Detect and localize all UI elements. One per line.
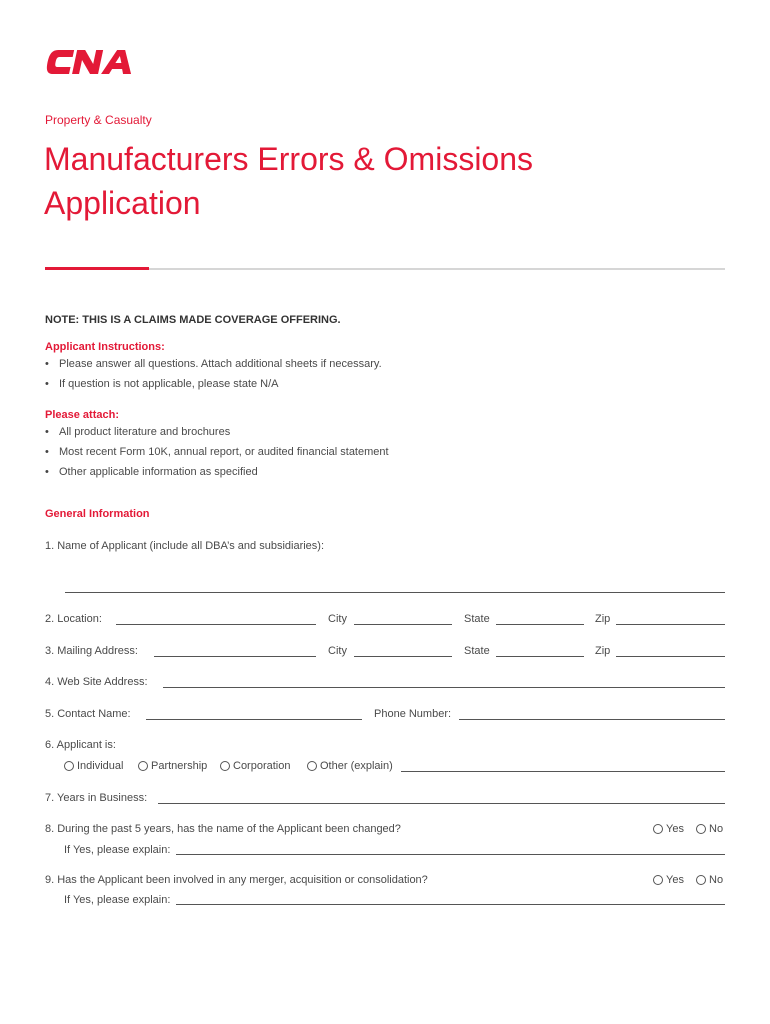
- q8-explain-field[interactable]: [176, 854, 725, 855]
- website-field[interactable]: [163, 687, 725, 688]
- instruction-item: • If question is not applicable, please state N/A: [59, 378, 279, 390]
- radio-icon[interactable]: [696, 824, 706, 834]
- q9-yes-option[interactable]: Yes: [653, 874, 684, 886]
- attach-heading: Please attach:: [45, 409, 119, 421]
- zip-label: Zip: [595, 613, 611, 625]
- location-field[interactable]: [116, 624, 316, 625]
- location-state-field[interactable]: [496, 624, 584, 625]
- city-label: City: [328, 645, 347, 657]
- state-label: State: [464, 613, 490, 625]
- radio-icon[interactable]: [220, 761, 230, 771]
- q2-label: 2. Location:: [45, 613, 102, 625]
- city-label: City: [328, 613, 347, 625]
- page-title: [44, 137, 533, 225]
- phone-number-field[interactable]: [459, 719, 725, 720]
- attach-item: • Most recent Form 10K, annual report, or audited financial statement: [59, 446, 389, 458]
- mailing-address-field[interactable]: [154, 656, 316, 657]
- q4-label: 4. Web Site Address:: [45, 676, 148, 688]
- phone-label: Phone Number:: [374, 708, 452, 720]
- title-line-2: Application: [44, 185, 201, 221]
- individual-option[interactable]: Individual: [64, 760, 123, 772]
- state-label: State: [464, 645, 490, 657]
- subtitle: Property & Casualty: [45, 113, 152, 127]
- q3-label: 3. Mailing Address:: [45, 645, 138, 657]
- cna-logo: [45, 46, 137, 78]
- years-in-business-field[interactable]: [158, 803, 725, 804]
- location-city-field[interactable]: [354, 624, 452, 625]
- mailing-city-field[interactable]: [354, 656, 452, 657]
- contact-name-field[interactable]: [146, 719, 362, 720]
- location-zip-field[interactable]: [616, 624, 725, 625]
- zip-label: Zip: [595, 645, 611, 657]
- corporation-option[interactable]: Corporation: [220, 760, 290, 772]
- q7-label: 7. Years in Business:: [45, 792, 148, 804]
- q8-label: 8. During the past 5 years, has the name of the Applicant been changed?: [45, 823, 401, 835]
- other-explain-field[interactable]: [401, 771, 725, 772]
- q9-no-option[interactable]: No: [696, 874, 723, 886]
- other-option[interactable]: Other (explain): [307, 760, 393, 772]
- radio-icon[interactable]: [653, 875, 663, 885]
- mailing-zip-field[interactable]: [616, 656, 725, 657]
- q5-label: 5. Contact Name:: [45, 708, 131, 720]
- instruction-item: • Please answer all questions. Attach additional sheets if necessary.: [59, 358, 382, 370]
- q6-label: 6. Applicant is:: [45, 739, 116, 751]
- q9-label: 9. Has the Applicant been involved in any merger, acquisition or consolidation?: [45, 874, 428, 886]
- radio-icon[interactable]: [696, 875, 706, 885]
- attach-item: • Other applicable information as specified: [59, 466, 258, 478]
- applicant-name-field[interactable]: [65, 592, 725, 593]
- general-heading: General Information: [45, 508, 150, 520]
- attach-item: • All product literature and brochures: [59, 426, 230, 438]
- instructions-heading: Applicant Instructions:: [45, 341, 165, 353]
- q8-explain-label: If Yes, please explain:: [64, 844, 171, 856]
- q8-yes-option[interactable]: Yes: [653, 823, 684, 835]
- radio-icon[interactable]: [64, 761, 74, 771]
- q9-explain-field[interactable]: [176, 904, 725, 905]
- q9-explain-label: If Yes, please explain:: [64, 894, 171, 906]
- partnership-option[interactable]: Partnership: [138, 760, 207, 772]
- radio-icon[interactable]: [138, 761, 148, 771]
- mailing-state-field[interactable]: [496, 656, 584, 657]
- q1-label: 1. Name of Applicant (include all DBA’s and subsidiaries):: [45, 540, 325, 552]
- radio-icon[interactable]: [653, 824, 663, 834]
- claims-note: NOTE: THIS IS A CLAIMS MADE COVERAGE OFFERING.: [45, 314, 341, 326]
- radio-icon[interactable]: [307, 761, 317, 771]
- title-line-1: Manufacturers Errors & Omissions: [44, 141, 534, 177]
- divider-accent: [45, 267, 149, 270]
- q8-no-option[interactable]: No: [696, 823, 723, 835]
